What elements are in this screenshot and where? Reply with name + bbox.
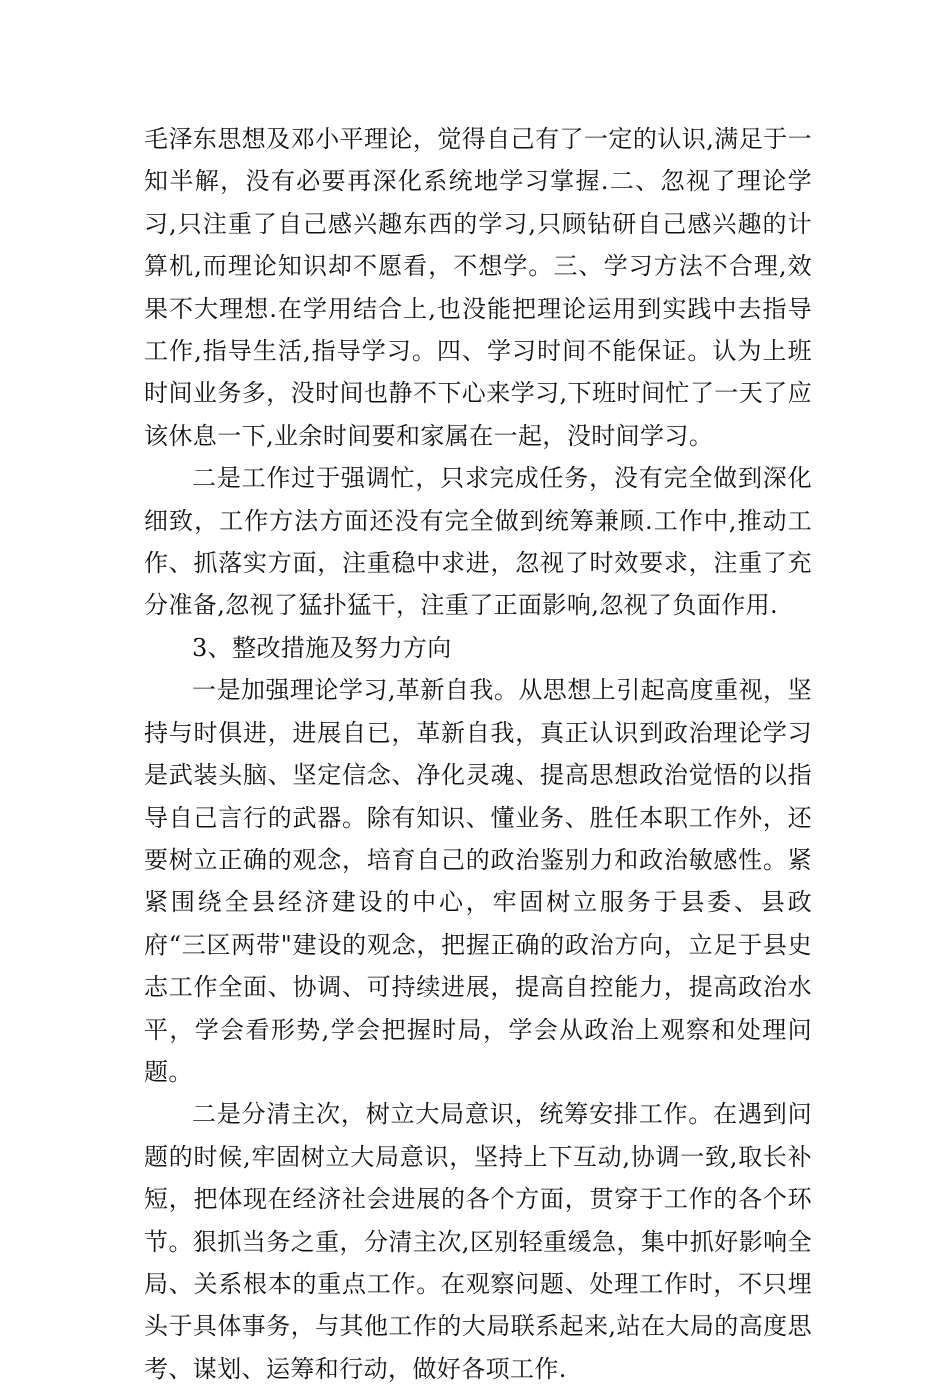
paragraph-work-problems: 二是工作过于强调忙，只求完成任务，没有完全做到深化细致，工作方法方面还没有完全做到统筹兼顾.工作中,推动工作、抓落实方面，注重稳中求进，忽视了时效要求，注重了充分准备,忽视了猛扑猛干，注重了正面影响,忽视了负面作用. bbox=[144, 464, 812, 620]
paragraph-study-problems: 毛泽东思想及邓小平理论，觉得自己有了一定的认识,满足于一知半解，没有必要再深化系统地学习掌握.二、忽视了理论学习,只注重了自己感兴趣东西的学习,只顾钻研自己感兴趣的计算机,而理论知识却不愿看，不想学。三、学习方法不合理,效果不大理想.在学用结合上,也没能把理论运用到实践中去指导工作,指导生活,指导学习。四、学习时间不能保证。认为上班时间业务多，没时间也静不下心来学习,下班时间忙了一天了应该休息一下,业余时间要和家属在一起，没时间学习。 bbox=[144, 125, 812, 450]
section-heading-measures: 3、整改措施及努力方向 bbox=[192, 633, 452, 662]
document-body bbox=[144, 118, 812, 1390]
paragraph-overall-awareness: 二是分清主次，树立大局意识，统筹安排工作。在遇到问题的时候,牢固树立大局意识，坚持上下互动,协调一致,取长补短，把体现在经济社会进展的各个方面，贯穿于工作的各个环节。狠抓当务之重，分清主次,区别轻重缓急，集中抓好影响全局、关系根本的重点工作。在观察问题、处理工作时，不只埋头于具体事务，与其他工作的大局联系起来,站在大局的高度思考、谋划、运筹和行动，做好各项工作. bbox=[144, 1100, 812, 1383]
paragraph-theory-study: 一是加强理论学习,革新自我。从思想上引起高度重视，坚持与时俱进，进展自已，革新自我，真正认识到政治理论学习是武装头脑、坚定信念、净化灵魂、提高思想政治觉悟的以指导自己言行的武器。除有知识、懂业务、胜任本职工作外，还要树立正确的观念，培育自己的政治鉴别力和政治敏感性。紧紧围绕全县经济建设的中心，牢固树立服务于县委、县政府“三区两带"建设的观念，把握正确的政治方向，立足于县史志工作全面、协调、可持续进展，提高自控能力，提高政治水平，学会看形势,学会把握时局，学会从政治上观察和处理问题。 bbox=[144, 676, 812, 1086]
